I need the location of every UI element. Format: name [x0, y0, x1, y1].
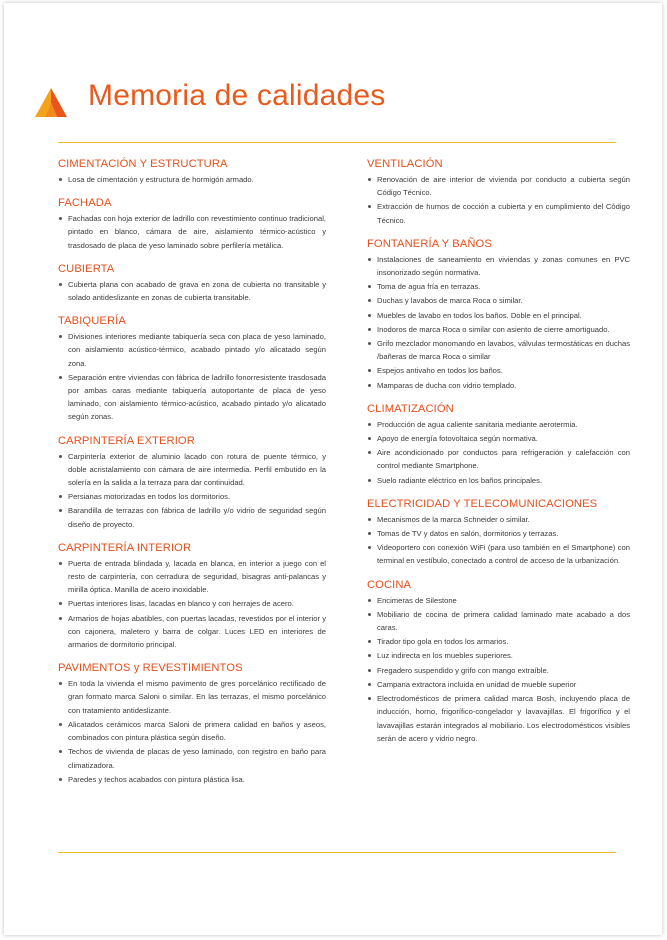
list-item: Barandilla de terrazas con fábrica de ladrillo y/o vidrio de seguridad según diseño de proyecto.: [58, 504, 326, 530]
list-item: Paredes y techos acabados con pintura plástica lisa.: [58, 773, 326, 786]
section-title: CARPINTERÍA INTERIOR: [58, 541, 192, 554]
section-pavimentos-y-revestimientos: [58, 662, 326, 786]
section-title: ELECTRICIDAD Y TELECOMUNICACIONES: [367, 497, 598, 510]
list-item: Techos de vivienda de placas de yeso laminado, con registro en baño para climatizadora.: [58, 745, 326, 771]
list-item: Fregadero suspendido y grifo con mango extraíble.: [367, 664, 630, 677]
section-cimentacion-y-estructura: [58, 158, 326, 186]
list-item: Puertas interiores lisas, lacadas en blanco y con herrajes de acero.: [58, 597, 326, 610]
section-title: CARPINTERÍA EXTERIOR: [58, 434, 195, 447]
bullet-list: [58, 450, 326, 531]
section-carpinteria-exterior: [58, 435, 326, 531]
list-item: Videoportero con conexión WiFi (para uso también en el Smartphone) con terminal en vestíbulo, conectado a control de acceso de la urbanización.: [367, 541, 630, 567]
section-cubierta: [58, 263, 326, 304]
bullet-list: [58, 278, 326, 304]
section-cocina: [367, 579, 630, 745]
list-item: Encimeras de Silestone: [367, 594, 630, 607]
list-item: Espejos antivaho en todos los baños.: [367, 364, 630, 377]
section-fachada: [58, 197, 326, 252]
list-item: Armarios de hojas abatibles, con puertas lacadas, revestidos por el interior y con cajonera, maletero y barra de colgar. Luces LED en interiores de armarios de dormitorio principal.: [58, 612, 326, 652]
section-carpinteria-interior: [58, 542, 326, 651]
list-item: Luz indirecta en los muebles superiores.: [367, 649, 630, 662]
list-item: Apoyo de energía fotovoltaica según normativa.: [367, 432, 630, 445]
section-title: VENTILACIÓN: [367, 158, 443, 170]
list-item: En toda la vivienda el mismo pavimento de gres porcelánico rectificado de gran formato marca Saloni o similar. En las terrazas, el mismo porcelánico con tratamiento antideslizante.: [58, 677, 326, 717]
list-item: Producción de agua caliente sanitaria mediante aerotermia.: [367, 418, 630, 431]
list-item: Muebles de lavabo en todos los baños. Doble en el principal.: [367, 309, 630, 322]
left-column: [58, 158, 326, 797]
bullet-list: [367, 418, 630, 487]
bullet-list: [367, 594, 630, 745]
section-title: PAVIMENTOS y REVESTIMIENTOS: [58, 662, 243, 675]
document-page: [4, 3, 662, 935]
list-item: Cubierta plana con acabado de grava en zona de cubierta no transitable y solado antideslizante en zonas de cubierta transitable.: [58, 278, 326, 304]
bullet-list: [58, 330, 326, 423]
list-item: Fachadas con hoja exterior de ladrillo con revestimiento continuo tradicional, pintado en blanco, cámara de aire, aislamiento térmico-acústico y trasdosado de placa de yeso laminado sobre perfilería metálica.: [58, 212, 326, 252]
bullet-list: [367, 253, 630, 392]
section-electricidad-y-telecomunicaciones: [367, 498, 630, 568]
list-item: Grifo mezclador monomando en lavabos, válvulas termostáticas en duchas /bañeras de marca Roca o similar: [367, 337, 630, 363]
list-item: Renovación de aire interior de vivienda por conducto a cubierta según Código Técnico.: [367, 173, 630, 199]
bottom-divider: [58, 852, 616, 853]
section-title: CLIMATIZACIÓN: [367, 402, 454, 415]
list-item: Tomas de TV y datos en salón, dormitorios y terrazas.: [367, 527, 630, 540]
list-item: Inodoros de marca Roca o similar con asiento de cierre amortiguado.: [367, 323, 630, 336]
section-ventilacion: [367, 158, 630, 227]
list-item: Mecanismos de la marca Schneider o similar.: [367, 513, 630, 526]
list-item: Aire acondicionado por conductos para refrigeración y calefacción con control mediante Smartphone.: [367, 446, 630, 472]
list-item: Duchas y lavabos de marca Roca o similar.: [367, 294, 630, 307]
list-item: Instalaciones de saneamiento en viviendas y zonas comunes en PVC insonorizado según normativa.: [367, 253, 630, 279]
list-item: Divisiones interiores mediante tabiquería seca con placa de yeso laminado, con aislamiento acústico-térmico, acabado pintado y/o alicatado según zona.: [58, 330, 326, 370]
section-tabiqueria: [58, 315, 326, 423]
list-item: Mamparas de ducha con vidrio templado.: [367, 379, 630, 392]
list-item: Separación entre viviendas con fábrica de ladrillo fonorresistente trasdosada por ambas caras mediante tabiquería autoportante de placa de yeso laminado, con aislamiento térmico-acústico, acabado pintado y/o alicatado según zonas.: [58, 371, 326, 424]
page-title: Memoria de calidades: [88, 79, 386, 112]
top-divider: [58, 142, 616, 143]
section-title: FONTANERÍA Y BAÑOS: [367, 237, 492, 250]
list-item: Extracción de humos de cocción a cubierta y en cumplimiento del Código Técnico.: [367, 200, 630, 226]
list-item: Toma de agua fría en terrazas.: [367, 280, 630, 293]
list-item: Puerta de entrada blindada y, lacada en blanca, en interior a juego con el resto de carpintería, con cerradura de seguridad, bisagras anti-palancas y mirilla óptica. Manilla de acero inoxidable.: [58, 557, 326, 597]
section-title: COCINA: [367, 578, 412, 591]
document-header: [34, 79, 634, 127]
bullet-list: [58, 557, 326, 651]
bullet-list: [58, 677, 326, 786]
list-item: Electrodomésticos de primera calidad marca Bosh, incluyendo placa de inducción, horno, frigorífico-congelador y lavavajillas. El frigorífico y el lavavajillas estarán integrados al mobiliario. Los electrodomésticos visibles serán de acero y vidrio negro.: [367, 692, 630, 745]
list-item: Suelo radiante eléctrico en los baños principales.: [367, 474, 630, 487]
list-item: Persianas motorizadas en todos los dormitorios.: [58, 490, 326, 503]
section-title: TABIQUERÍA: [58, 315, 126, 328]
list-item: Carpintería exterior de aluminio lacado con rotura de puente térmico, y doble acristalamiento con cámara de aire intermedia. Perfil embutido en la solería en la salida a la terraza para dar continuidad.: [58, 450, 326, 490]
list-item: Campana extractora incluida en unidad de mueble superior: [367, 678, 630, 691]
bullet-list: [58, 212, 326, 252]
list-item: Mobiliario de cocina de primera calidad laminado mate acabado a dos caras.: [367, 608, 630, 634]
section-title: CUBIERTA: [58, 262, 115, 275]
list-item: Alicatados cerámicos marca Saloni de primera calidad en baños y aseos, combinados con pintura plástica según diseño.: [58, 718, 326, 744]
list-item: Tirador tipo gola en todos los armarios.: [367, 635, 630, 648]
section-climatizacion: [367, 403, 630, 487]
section-title: CIMENTACIÓN Y ESTRUCTURA: [58, 158, 228, 170]
section-title: FACHADA: [58, 197, 112, 210]
right-column: [367, 158, 630, 756]
list-item: Losa de cimentación y estructura de hormigón armado.: [58, 173, 326, 186]
orange-mountain-logo-icon: [34, 85, 68, 119]
bullet-list: [367, 173, 630, 227]
section-fontaneria-y-banos: [367, 238, 630, 392]
bullet-list: [367, 513, 630, 568]
bullet-list: [58, 173, 326, 186]
